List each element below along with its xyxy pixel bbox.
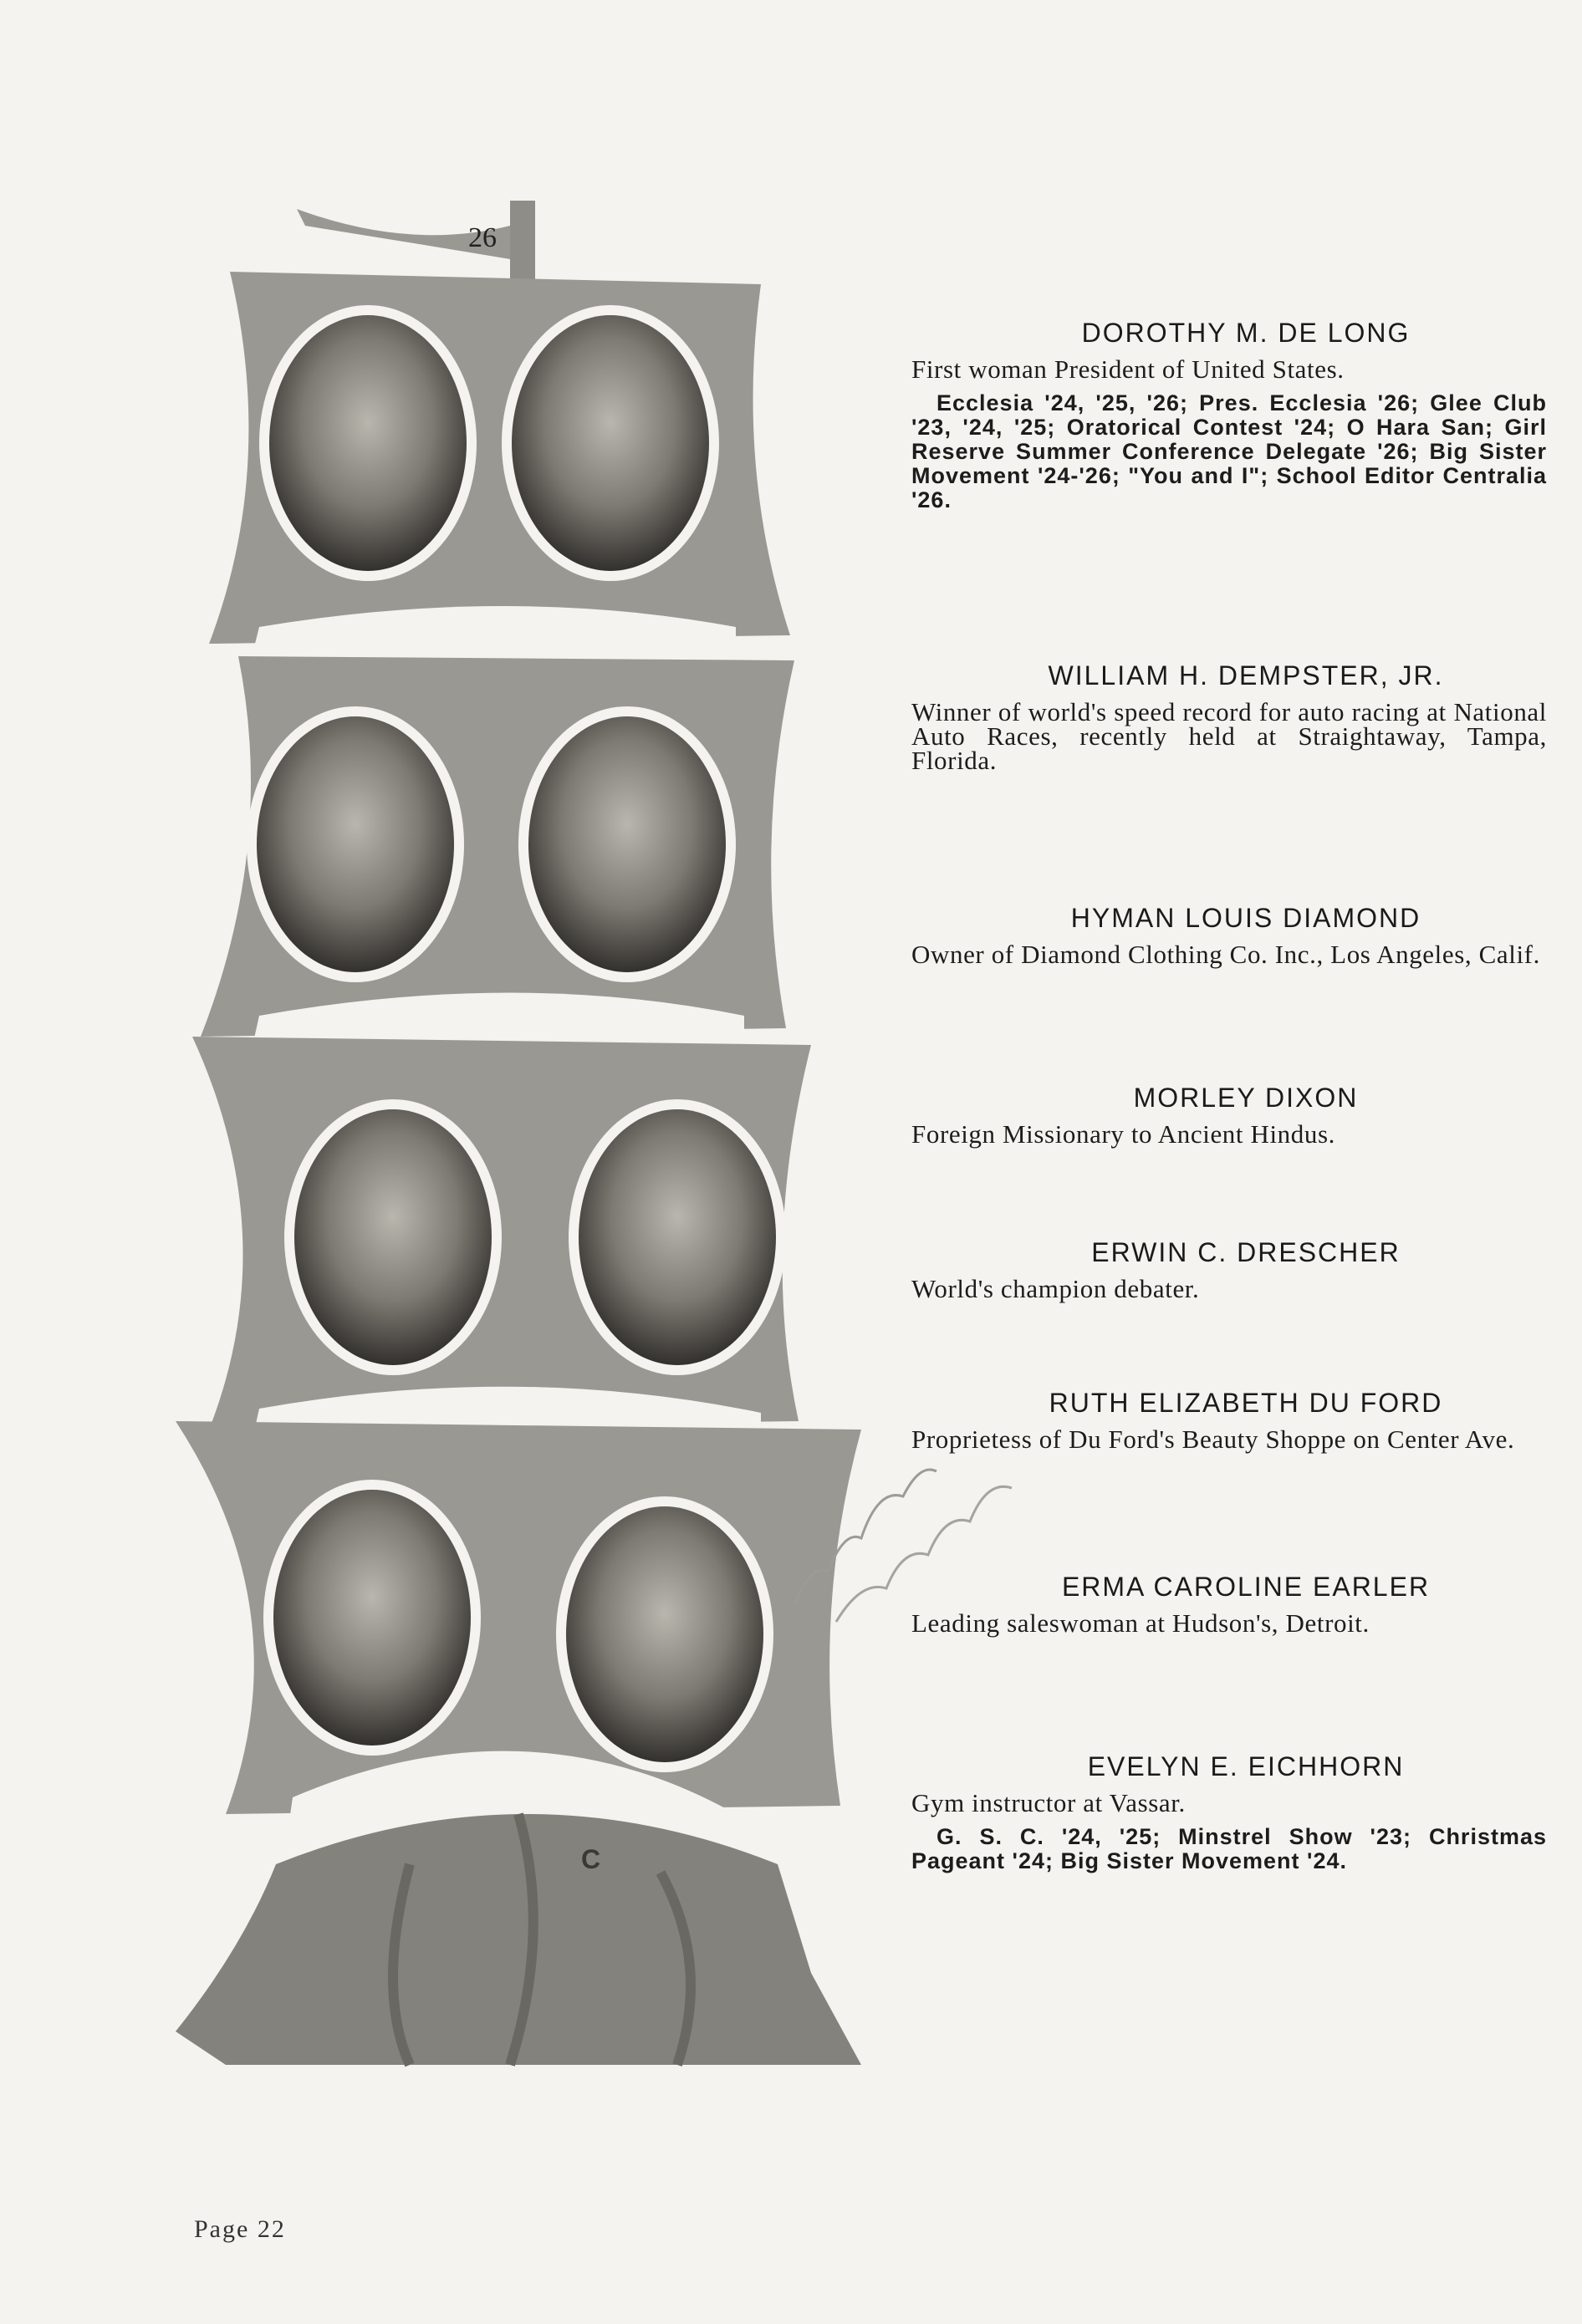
student-name: ERWIN C. DRESCHER [1091,1237,1401,1267]
entry-william-dempster [911,660,1547,775]
portrait-erma-earler [263,1480,481,1756]
student-record: G. S. C. '24, '25; Minstrel Show '23; Christmas Pageant '24; Big Sister Movement '24. [911,1824,1547,1873]
portrait-hyman-diamond [247,706,464,982]
entry-evelyn-eichhorn [911,1751,1547,1873]
student-name: DOROTHY M. DE LONG [1081,318,1411,348]
portrait-evelyn-eichhorn [556,1496,773,1772]
student-name: HYMAN LOUIS DIAMOND [1070,903,1421,933]
student-name: MORLEY DIXON [1133,1083,1359,1113]
student-name: EVELYN E. EICHHORN [1087,1751,1405,1781]
student-prophecy: First woman President of United States. [911,354,1345,384]
student-prophecy: Proprietess of Du Ford's Beauty Shoppe on Center Ave. [911,1424,1515,1454]
student-prophecy: Gym instructor at Vassar. [911,1788,1186,1817]
page-number: Page 22 [194,2215,286,2243]
student-prophecy: Owner of Diamond Clothing Co. Inc., Los Angeles, Calif. [911,940,1540,969]
student-prophecy: Winner of world's speed record for auto racing at National Auto Races, recently held at Straightaway, Tampa, Florida. [911,697,1547,775]
student-name: RUTH ELIZABETH DU FORD [1049,1388,1443,1418]
entry-dorothy-de-long [911,318,1547,512]
student-name: WILLIAM H. DEMPSTER, JR. [1048,660,1444,691]
portrait-morley-dixon [518,706,736,982]
student-prophecy: Leading saleswoman at Hudson's, Detroit. [911,1608,1370,1638]
portrait-ruth-du-ford [569,1099,786,1375]
entry-ruth-du-ford [911,1388,1547,1454]
hull-letter: C [581,1844,601,1874]
portrait-dorothy-de-long [259,305,477,581]
ship-illustration [159,192,911,2082]
student-prophecy: Foreign Missionary to Ancient Hindus. [911,1119,1335,1149]
portrait-william-dempster [502,305,719,581]
portrait-erwin-drescher [284,1099,502,1375]
student-name: ERMA CAROLINE EARLER [1061,1572,1431,1602]
student-prophecy: World's champion debater. [911,1274,1200,1303]
entry-erma-earler [911,1572,1547,1638]
flag-number: 26 [468,222,497,253]
entry-morley-dixon [911,1083,1547,1149]
entry-hyman-diamond [911,903,1547,969]
entry-erwin-drescher [911,1237,1547,1301]
student-record: Ecclesia '24, '25, '26; Pres. Ecclesia '26; Glee Club '23, '24, '25; Oratorical Contest '24; O Hara San; Girl Reserve Summer Conference Delegate '26; Big Sister Movement '24-'26; "You and I"; School Editor Centralia '26. [911,390,1547,512]
